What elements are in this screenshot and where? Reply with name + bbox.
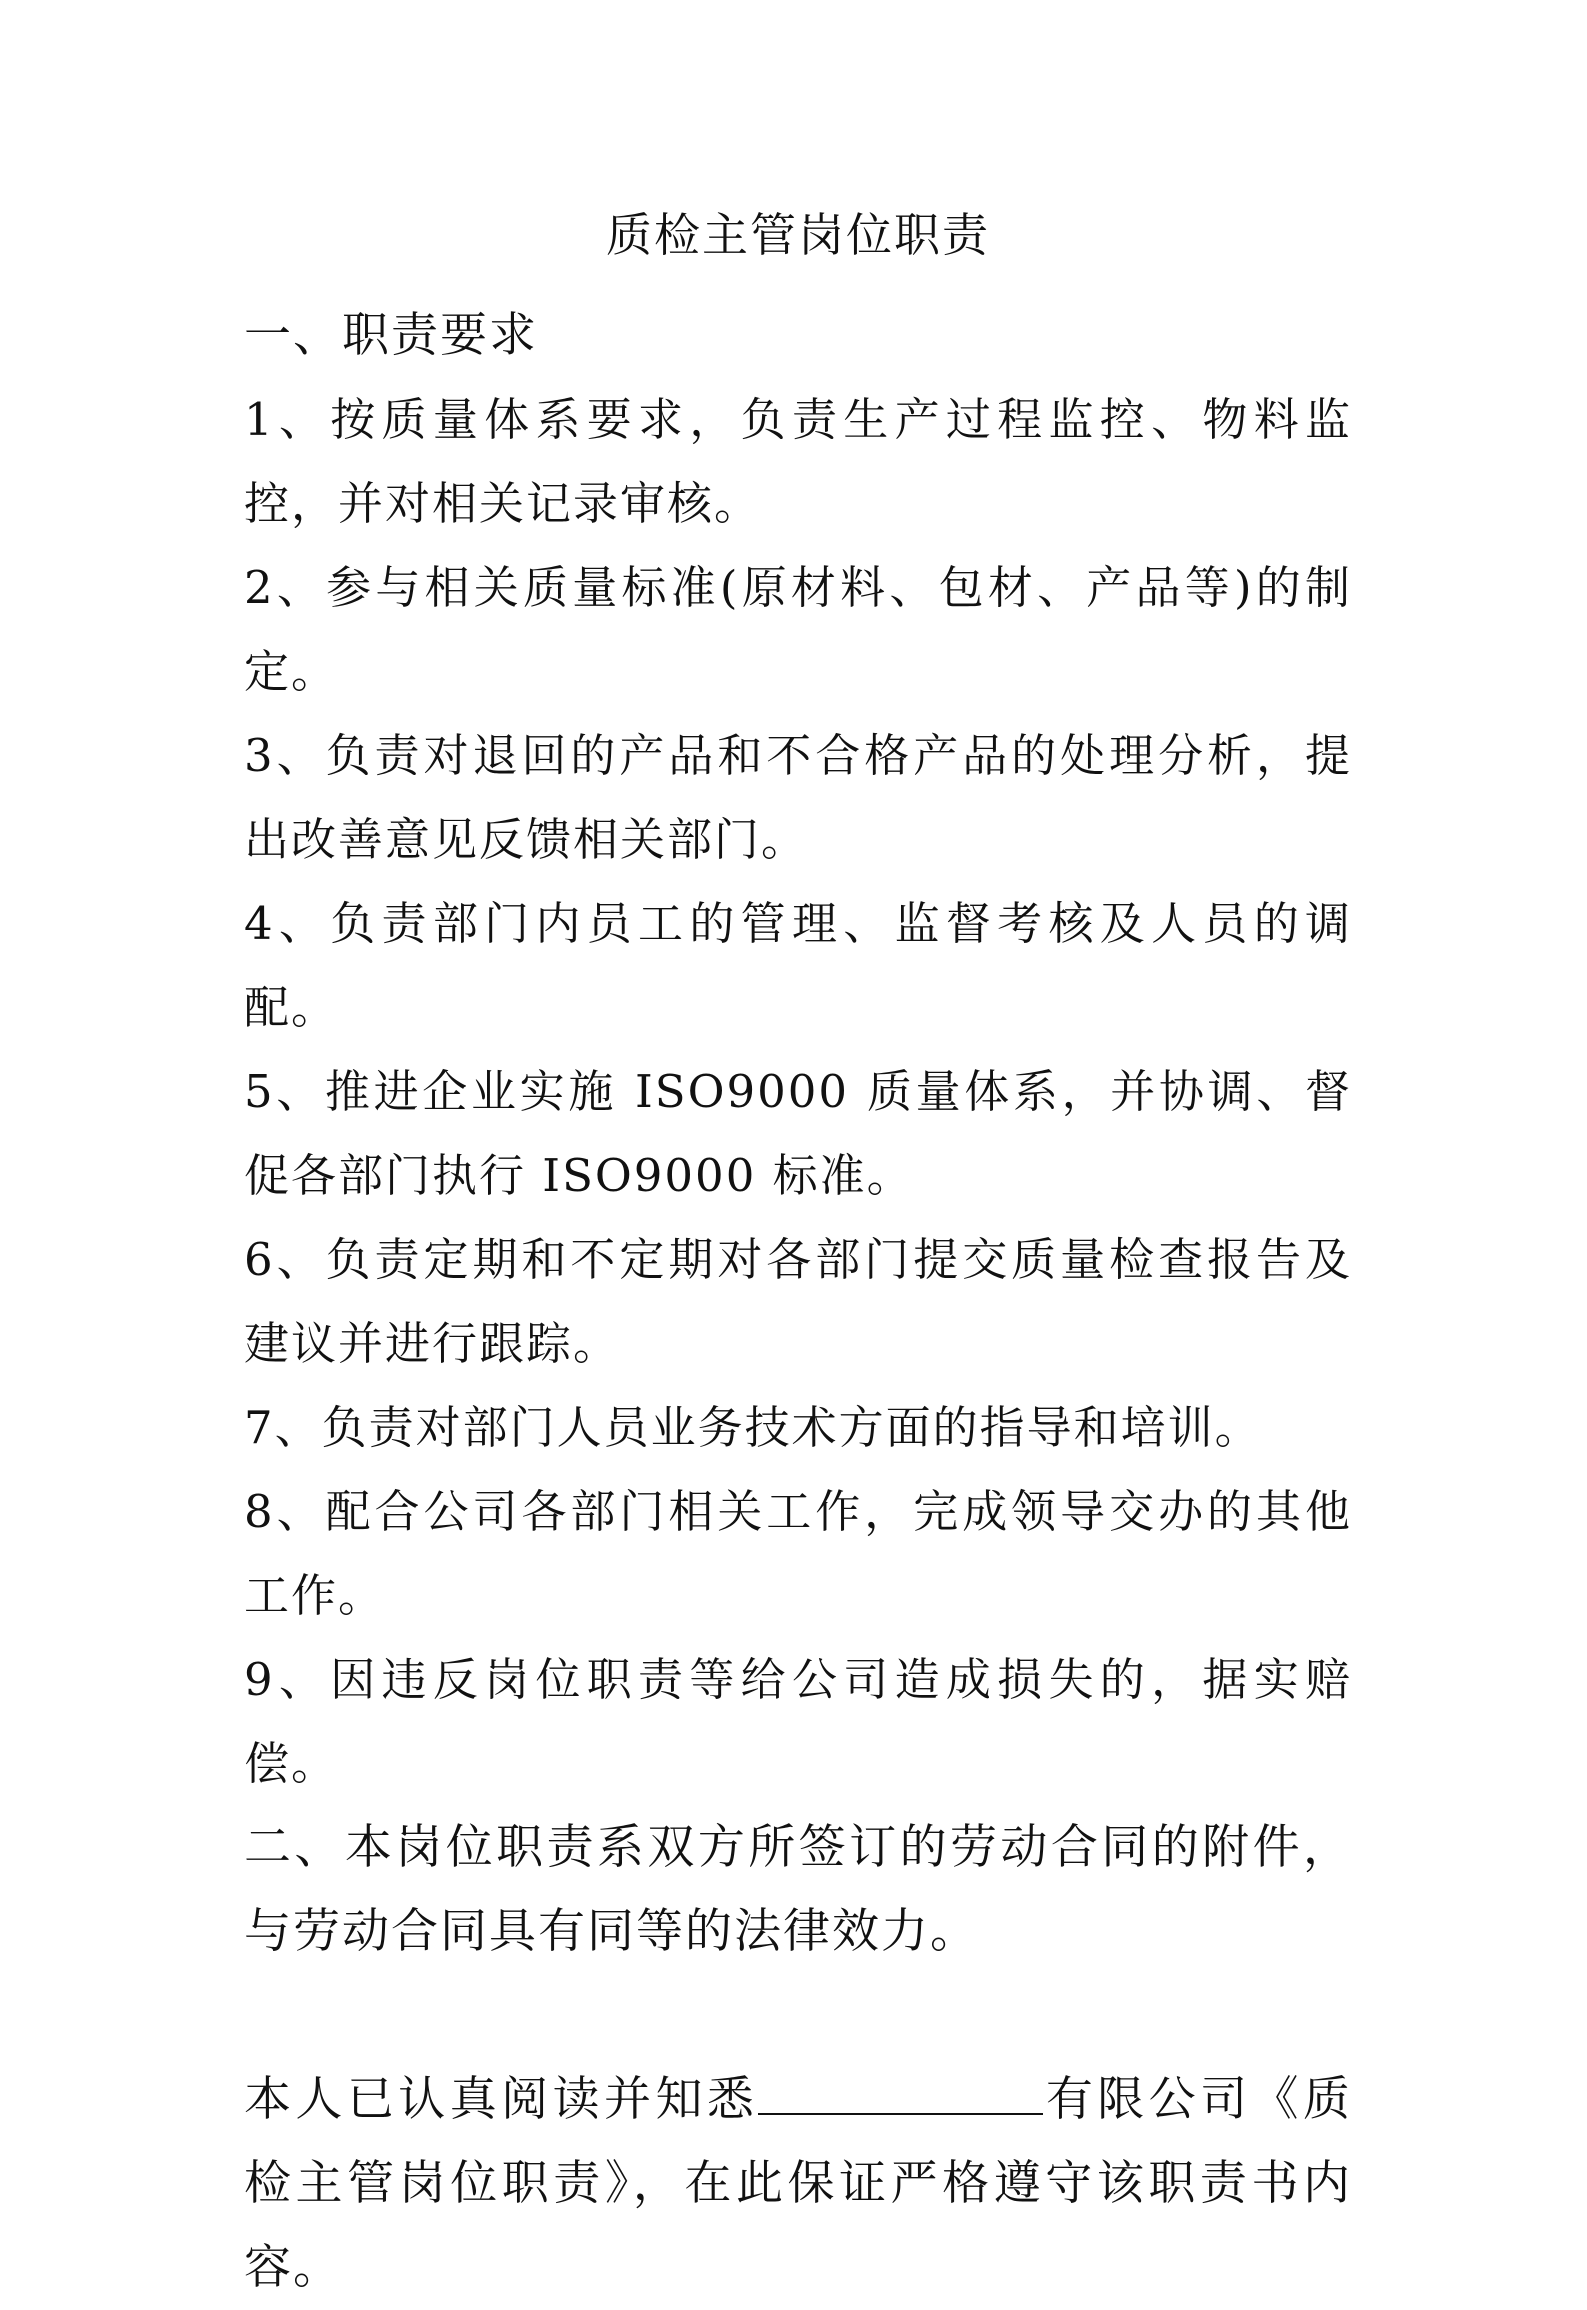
section-legal-effect: 二、本岗位职责系双方所签订的劳动合同的附件，与劳动合同具有同等的法律效力。 [244,1820,1352,1959]
section-heading-duties: 一、职责要求 [244,308,538,363]
document-title: 质检主管岗位职责 [606,208,990,262]
duty-item-1: 1、按质量体系要求，负责生产过程监控、物料监控，并对相关记录审核。 [244,393,1352,530]
duty-item-4: 4、负责部门内员工的管理、监督考核及人员的调配。 [244,897,1352,1034]
duty-item-9: 9、因违反岗位职责等给公司造成损失的，据实赔偿。 [244,1653,1352,1790]
duty-item-8: 8、配合公司各部门相关工作，完成领导交办的其他工作。 [244,1485,1352,1622]
company-name-blank [758,2073,1043,2115]
acknowledgement-text-after: 有限公司《质检主管岗位职责》，在此保证严格遵守该职责书内容。 [244,2072,1352,2295]
acknowledgement-text-before: 本人已认真阅读并知悉 [244,2072,759,2127]
document-body [244,200,1352,2310]
duty-item-7: 7、负责对部门人员业务技术方面的指导和培训。 [244,1401,1262,1454]
duty-item-5: 5、推进企业实施 ISO9000 质量体系，并协调、督促各部门执行 ISO9000 标准。 [244,1065,1352,1202]
duty-item-6: 6、负责定期和不定期对各部门提交质量检查报告及建议并进行跟踪。 [244,1233,1352,1370]
acknowledgement-statement [244,2058,1352,2310]
duty-item-2: 2、参与相关质量标准(原材料、包材、产品等)的制定。 [244,561,1352,698]
duty-item-3: 3、负责对退回的产品和不合格产品的处理分析，提出改善意见反馈相关部门。 [244,729,1352,866]
paragraph-spacer [244,1974,1352,2058]
